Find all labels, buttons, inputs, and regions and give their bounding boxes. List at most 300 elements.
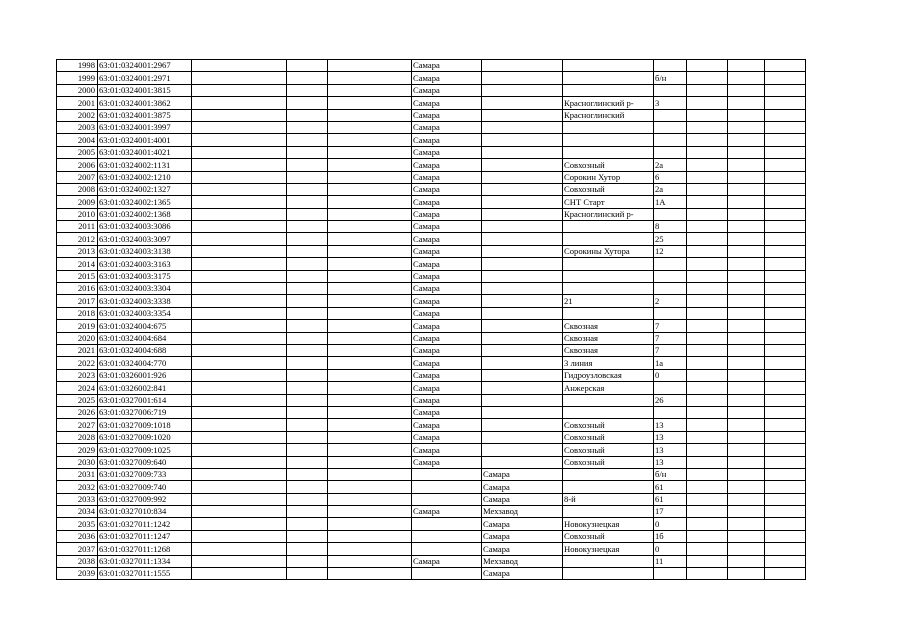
blank-cell <box>765 369 806 381</box>
blank-cell <box>328 270 412 282</box>
blank-cell <box>728 382 765 394</box>
blank-cell <box>687 357 728 369</box>
blank-cell <box>328 394 412 406</box>
house-number-cell <box>654 134 687 146</box>
blank-cell <box>765 332 806 344</box>
cadastral-number: 63:01:0327011:1268 <box>98 543 192 555</box>
blank-cell <box>328 245 412 257</box>
house-number-cell: 7 <box>654 320 687 332</box>
table-row <box>57 357 806 369</box>
row-number: 2032 <box>57 481 98 493</box>
city-cell: Самара <box>412 506 482 518</box>
blank-cell <box>328 159 412 171</box>
blank-cell <box>287 183 328 195</box>
house-number-cell: 11 <box>654 555 687 567</box>
blank-cell <box>287 382 328 394</box>
locality-cell: Самара <box>482 481 563 493</box>
blank-cell <box>328 568 412 580</box>
blank-cell <box>687 320 728 332</box>
blank-cell <box>192 72 287 84</box>
row-number: 2001 <box>57 97 98 109</box>
blank-cell <box>687 245 728 257</box>
table-row <box>57 568 806 580</box>
city-cell: Самара <box>412 283 482 295</box>
locality-cell <box>482 382 563 394</box>
house-number-cell <box>654 84 687 96</box>
blank-cell <box>287 456 328 468</box>
row-number: 2035 <box>57 518 98 530</box>
table-row <box>57 196 806 208</box>
row-number: 2030 <box>57 456 98 468</box>
street-cell <box>563 84 654 96</box>
blank-cell <box>687 196 728 208</box>
blank-cell <box>765 183 806 195</box>
locality-cell <box>482 357 563 369</box>
city-cell: Самара <box>412 258 482 270</box>
blank-cell <box>687 543 728 555</box>
locality-cell <box>482 456 563 468</box>
blank-cell <box>728 134 765 146</box>
row-number: 2005 <box>57 146 98 158</box>
blank-cell <box>765 456 806 468</box>
house-number-cell <box>654 258 687 270</box>
row-number: 2008 <box>57 183 98 195</box>
table-row <box>57 307 806 319</box>
table-row <box>57 134 806 146</box>
cadastral-number: 63:01:0324004:684 <box>98 332 192 344</box>
blank-cell <box>728 221 765 233</box>
blank-cell <box>728 456 765 468</box>
locality-cell <box>482 196 563 208</box>
blank-cell <box>328 60 412 72</box>
street-cell <box>563 134 654 146</box>
house-number-cell: 1А <box>654 196 687 208</box>
blank-cell <box>687 84 728 96</box>
blank-cell <box>765 555 806 567</box>
cadastral-number: 63:01:0327011:1334 <box>98 555 192 567</box>
blank-cell <box>687 481 728 493</box>
blank-cell <box>728 72 765 84</box>
blank-cell <box>287 84 328 96</box>
table-row <box>57 245 806 257</box>
city-cell: Самара <box>412 233 482 245</box>
blank-cell <box>287 258 328 270</box>
blank-cell <box>287 543 328 555</box>
blank-cell <box>287 60 328 72</box>
house-number-cell: 0 <box>654 518 687 530</box>
city-cell: Самара <box>412 555 482 567</box>
house-number-cell: 7 <box>654 344 687 356</box>
blank-cell <box>765 357 806 369</box>
blank-cell <box>687 468 728 480</box>
table-row <box>57 555 806 567</box>
blank-cell <box>328 506 412 518</box>
blank-cell <box>728 468 765 480</box>
blank-cell <box>687 72 728 84</box>
table-row <box>57 121 806 133</box>
blank-cell <box>328 97 412 109</box>
cadastral-number: 63:01:0327009:1020 <box>98 431 192 443</box>
table-row <box>57 159 806 171</box>
table-row <box>57 283 806 295</box>
blank-cell <box>328 493 412 505</box>
blank-cell <box>328 258 412 270</box>
table-row <box>57 270 806 282</box>
blank-cell <box>328 72 412 84</box>
locality-cell <box>482 270 563 282</box>
blank-cell <box>728 146 765 158</box>
blank-cell <box>287 307 328 319</box>
locality-cell: Мехзавод <box>482 555 563 567</box>
street-cell: Сквозная <box>563 344 654 356</box>
cadastral-number: 63:01:0327001:614 <box>98 394 192 406</box>
house-number-cell: 12 <box>654 245 687 257</box>
blank-cell <box>765 121 806 133</box>
cadastral-number: 63:01:0324003:3138 <box>98 245 192 257</box>
table-row <box>57 72 806 84</box>
house-number-cell: 3 <box>654 97 687 109</box>
locality-cell <box>482 307 563 319</box>
row-number: 1998 <box>57 60 98 72</box>
blank-cell <box>687 369 728 381</box>
locality-cell: Мехзавод <box>482 506 563 518</box>
city-cell: Самара <box>412 369 482 381</box>
blank-cell <box>328 283 412 295</box>
blank-cell <box>328 233 412 245</box>
blank-cell <box>192 332 287 344</box>
blank-cell <box>765 171 806 183</box>
blank-cell <box>765 84 806 96</box>
blank-cell <box>687 419 728 431</box>
blank-cell <box>765 258 806 270</box>
blank-cell <box>192 208 287 220</box>
locality-cell: Самара <box>482 468 563 480</box>
blank-cell <box>687 159 728 171</box>
row-number: 2011 <box>57 221 98 233</box>
locality-cell: Самара <box>482 543 563 555</box>
locality-cell <box>482 344 563 356</box>
cadastral-number: 63:01:0327009:1018 <box>98 419 192 431</box>
city-cell <box>412 568 482 580</box>
row-number: 2017 <box>57 295 98 307</box>
blank-cell <box>765 196 806 208</box>
cadastral-number: 63:01:0324004:770 <box>98 357 192 369</box>
blank-cell <box>328 171 412 183</box>
locality-cell <box>482 283 563 295</box>
blank-cell <box>328 456 412 468</box>
row-number: 2002 <box>57 109 98 121</box>
blank-cell <box>687 146 728 158</box>
city-cell: Самара <box>412 183 482 195</box>
locality-cell <box>482 208 563 220</box>
blank-cell <box>192 183 287 195</box>
city-cell: Самара <box>412 394 482 406</box>
locality-cell <box>482 394 563 406</box>
blank-cell <box>728 183 765 195</box>
blank-cell <box>765 493 806 505</box>
street-cell <box>563 121 654 133</box>
blank-cell <box>687 555 728 567</box>
street-cell <box>563 481 654 493</box>
table-row <box>57 60 806 72</box>
blank-cell <box>728 568 765 580</box>
locality-cell: Самара <box>482 493 563 505</box>
cadastral-number: 63:01:0324001:3997 <box>98 121 192 133</box>
house-number-cell <box>654 382 687 394</box>
blank-cell <box>287 419 328 431</box>
blank-cell <box>328 543 412 555</box>
house-number-cell: 26 <box>654 394 687 406</box>
blank-cell <box>687 406 728 418</box>
blank-cell <box>287 245 328 257</box>
city-cell: Самара <box>412 382 482 394</box>
house-number-cell: 13 <box>654 444 687 456</box>
table-row <box>57 506 806 518</box>
blank-cell <box>192 456 287 468</box>
city-cell: Самара <box>412 431 482 443</box>
blank-cell <box>765 506 806 518</box>
city-cell: Самара <box>412 159 482 171</box>
row-number: 2003 <box>57 121 98 133</box>
blank-cell <box>687 493 728 505</box>
street-cell <box>563 506 654 518</box>
cadastral-number: 63:01:0327011:1242 <box>98 518 192 530</box>
blank-cell <box>728 431 765 443</box>
house-number-cell: 17 <box>654 506 687 518</box>
locality-cell <box>482 121 563 133</box>
cadastral-number: 63:01:0324001:2971 <box>98 72 192 84</box>
city-cell <box>412 543 482 555</box>
cadastral-number: 63:01:0327009:992 <box>98 493 192 505</box>
blank-cell <box>328 295 412 307</box>
table-row <box>57 109 806 121</box>
blank-cell <box>287 444 328 456</box>
blank-cell <box>287 518 328 530</box>
blank-cell <box>287 320 328 332</box>
cadastral-number: 63:01:0327009:733 <box>98 468 192 480</box>
locality-cell <box>482 159 563 171</box>
city-cell: Самара <box>412 320 482 332</box>
table-row <box>57 208 806 220</box>
street-cell: 8-й <box>563 493 654 505</box>
street-cell <box>563 72 654 84</box>
blank-cell <box>192 419 287 431</box>
blank-cell <box>192 258 287 270</box>
locality-cell: Самара <box>482 530 563 542</box>
blank-cell <box>765 159 806 171</box>
blank-cell <box>328 332 412 344</box>
street-cell: Совхозный <box>563 419 654 431</box>
locality-cell <box>482 221 563 233</box>
blank-cell <box>765 530 806 542</box>
house-number-cell <box>654 307 687 319</box>
blank-cell <box>287 468 328 480</box>
blank-cell <box>765 72 806 84</box>
house-number-cell <box>654 121 687 133</box>
blank-cell <box>765 221 806 233</box>
row-number: 2037 <box>57 543 98 555</box>
blank-cell <box>287 493 328 505</box>
street-cell: Анжерская <box>563 382 654 394</box>
city-cell: Самара <box>412 109 482 121</box>
blank-cell <box>765 109 806 121</box>
blank-cell <box>287 568 328 580</box>
blank-cell <box>728 493 765 505</box>
city-cell: Самара <box>412 221 482 233</box>
locality-cell <box>482 369 563 381</box>
street-cell <box>563 307 654 319</box>
blank-cell <box>728 394 765 406</box>
blank-cell <box>192 121 287 133</box>
house-number-cell: 2а <box>654 159 687 171</box>
table-row <box>57 97 806 109</box>
street-cell: Сквозная <box>563 332 654 344</box>
blank-cell <box>765 134 806 146</box>
row-number: 2020 <box>57 332 98 344</box>
blank-cell <box>287 283 328 295</box>
row-number: 2010 <box>57 208 98 220</box>
blank-cell <box>328 109 412 121</box>
row-number: 2029 <box>57 444 98 456</box>
table-row <box>57 171 806 183</box>
street-cell: Красноглинский <box>563 109 654 121</box>
blank-cell <box>687 295 728 307</box>
blank-cell <box>192 171 287 183</box>
locality-cell <box>482 60 563 72</box>
blank-cell <box>687 233 728 245</box>
city-cell: Самара <box>412 332 482 344</box>
blank-cell <box>728 307 765 319</box>
blank-cell <box>687 530 728 542</box>
house-number-cell <box>654 60 687 72</box>
blank-cell <box>328 134 412 146</box>
blank-cell <box>328 530 412 542</box>
blank-cell <box>192 357 287 369</box>
blank-cell <box>328 518 412 530</box>
house-number-cell: 13 <box>654 456 687 468</box>
blank-cell <box>687 208 728 220</box>
blank-cell <box>687 431 728 443</box>
blank-cell <box>328 357 412 369</box>
blank-cell <box>192 283 287 295</box>
row-number: 2022 <box>57 357 98 369</box>
street-cell <box>563 406 654 418</box>
city-cell: Самара <box>412 134 482 146</box>
blank-cell <box>287 97 328 109</box>
blank-cell <box>328 444 412 456</box>
blank-cell <box>192 555 287 567</box>
house-number-cell: 61 <box>654 481 687 493</box>
blank-cell <box>192 109 287 121</box>
blank-cell <box>728 320 765 332</box>
blank-cell <box>287 394 328 406</box>
blank-cell <box>728 245 765 257</box>
street-cell: Сорокин Хутор <box>563 171 654 183</box>
locality-cell <box>482 295 563 307</box>
cadastral-number: 63:01:0327010:834 <box>98 506 192 518</box>
house-number-cell <box>654 208 687 220</box>
blank-cell <box>328 307 412 319</box>
locality-cell <box>482 431 563 443</box>
locality-cell <box>482 146 563 158</box>
blank-cell <box>192 270 287 282</box>
house-number-cell <box>654 568 687 580</box>
blank-cell <box>328 196 412 208</box>
blank-cell <box>192 146 287 158</box>
locality-cell <box>482 332 563 344</box>
table-row <box>57 419 806 431</box>
cadastral-number: 63:01:0324001:4001 <box>98 134 192 146</box>
table-row <box>57 493 806 505</box>
blank-cell <box>765 406 806 418</box>
city-cell: Самара <box>412 444 482 456</box>
street-cell: Совхозный <box>563 444 654 456</box>
street-cell: Совхозный <box>563 530 654 542</box>
blank-cell <box>687 344 728 356</box>
row-number: 2009 <box>57 196 98 208</box>
table-row <box>57 444 806 456</box>
cadastral-number: 63:01:0324003:3086 <box>98 221 192 233</box>
cadastral-number: 63:01:0327009:1025 <box>98 444 192 456</box>
blank-cell <box>192 84 287 96</box>
locality-cell <box>482 419 563 431</box>
house-number-cell: 6 <box>654 171 687 183</box>
locality-cell <box>482 97 563 109</box>
city-cell: Самара <box>412 208 482 220</box>
blank-cell <box>728 369 765 381</box>
blank-cell <box>728 159 765 171</box>
house-number-cell: 1б <box>654 530 687 542</box>
blank-cell <box>287 506 328 518</box>
house-number-cell: 25 <box>654 233 687 245</box>
blank-cell <box>287 344 328 356</box>
cadastral-number: 63:01:0324001:2967 <box>98 60 192 72</box>
table-row <box>57 394 806 406</box>
cadastral-number: 63:01:0324003:3354 <box>98 307 192 319</box>
blank-cell <box>328 406 412 418</box>
blank-cell <box>728 171 765 183</box>
blank-cell <box>192 468 287 480</box>
cadastral-number: 63:01:0326001:926 <box>98 369 192 381</box>
city-cell: Самара <box>412 295 482 307</box>
cadastral-number: 63:01:0327011:1247 <box>98 530 192 542</box>
cadastral-number: 63:01:0327006:719 <box>98 406 192 418</box>
table-row <box>57 320 806 332</box>
row-number: 2039 <box>57 568 98 580</box>
cadastral-number: 63:01:0326002:841 <box>98 382 192 394</box>
house-number-cell: б/н <box>654 468 687 480</box>
blank-cell <box>765 283 806 295</box>
row-number: 2028 <box>57 431 98 443</box>
city-cell: Самара <box>412 121 482 133</box>
blank-cell <box>687 60 728 72</box>
blank-cell <box>287 146 328 158</box>
cadastral-number: 63:01:0324003:3097 <box>98 233 192 245</box>
city-cell: Самара <box>412 146 482 158</box>
blank-cell <box>287 159 328 171</box>
house-number-cell: 13 <box>654 419 687 431</box>
blank-cell <box>687 394 728 406</box>
house-number-cell: 2 <box>654 295 687 307</box>
table-row <box>57 344 806 356</box>
blank-cell <box>287 555 328 567</box>
blank-cell <box>287 171 328 183</box>
street-cell <box>563 60 654 72</box>
street-cell: Новокузнецкая <box>563 518 654 530</box>
blank-cell <box>728 121 765 133</box>
street-cell: Новокузнецкая <box>563 543 654 555</box>
city-cell: Самара <box>412 84 482 96</box>
